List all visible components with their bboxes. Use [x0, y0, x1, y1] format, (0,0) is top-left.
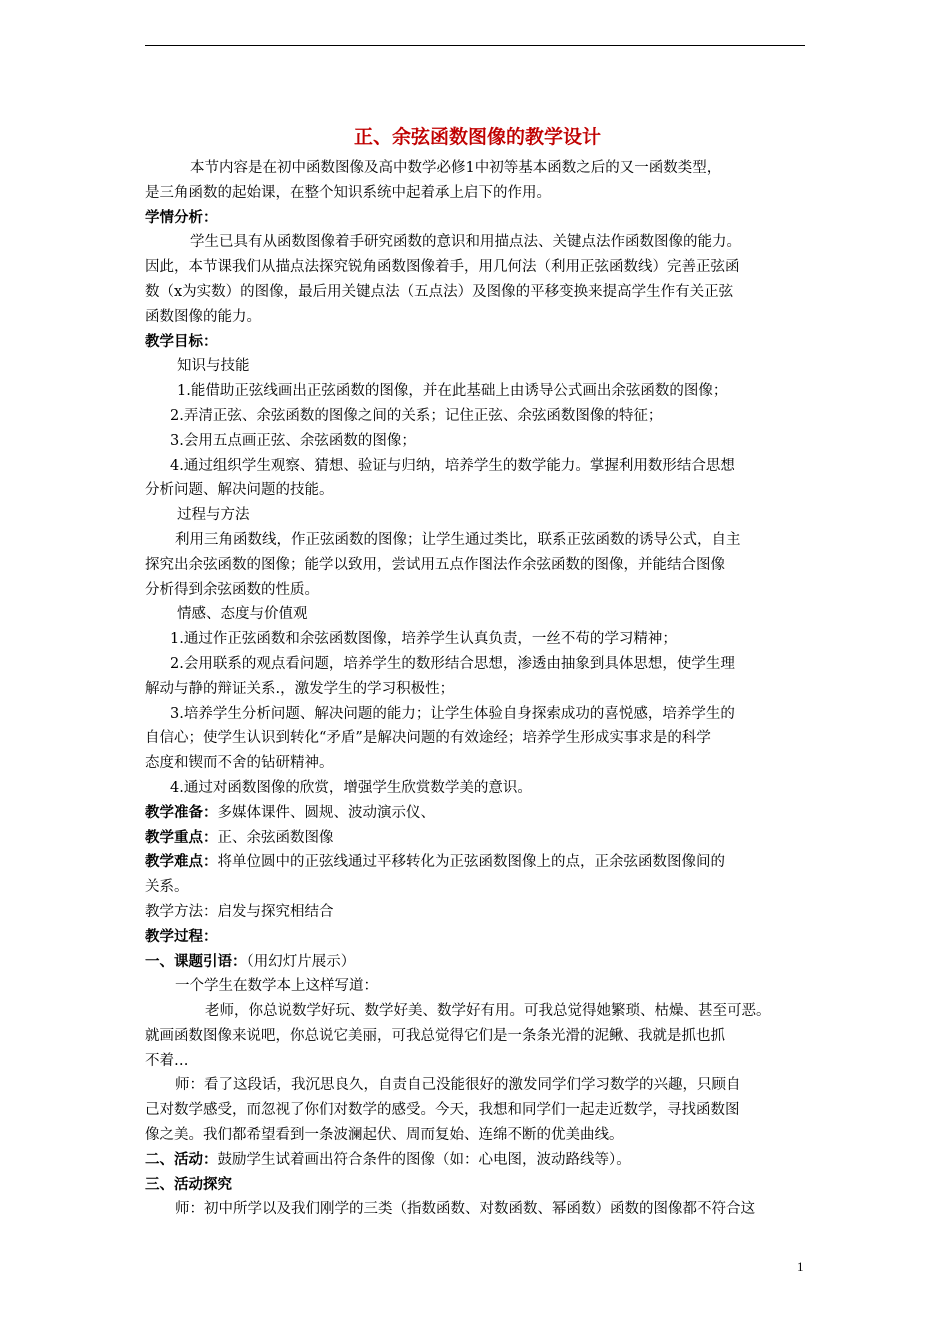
text-run: 己对数学感受，而忽视了你们对数学的感受。今天，我想和同学们一起走近数学，寻找函数图	[145, 1102, 740, 1119]
text-line	[145, 280, 810, 305]
text-line	[145, 156, 810, 181]
text-line	[145, 652, 810, 677]
text-line	[145, 776, 810, 801]
text-line	[145, 503, 810, 528]
text-line	[145, 627, 810, 652]
text-line	[145, 181, 810, 206]
text-line	[145, 478, 810, 503]
text-line	[145, 206, 810, 231]
text-line	[145, 751, 810, 776]
text-run: 正、余弦函数图像	[217, 829, 334, 846]
section-heading: 教学过程：	[145, 928, 218, 945]
header-rule	[145, 45, 805, 46]
text-line	[145, 1197, 810, 1222]
text-line	[145, 1123, 810, 1148]
text-line	[145, 1073, 810, 1098]
text-run: 自信心；使学生认识到转化“矛盾”是解决问题的有效途经；培养学生形成实事求是的科学	[145, 730, 711, 747]
section-heading: 一、课题引语：	[145, 953, 247, 970]
text-run: 多媒体课件、圆规、波动演示仪、	[217, 804, 435, 821]
text-line	[145, 999, 810, 1024]
text-line	[145, 255, 810, 280]
document-title: 正、余弦函数图像的教学设计	[353, 126, 601, 148]
text-run: 利用三角函数线，作正弦函数的图像；让学生通过类比，联系正弦函数的诱导公式，自主	[175, 531, 741, 548]
text-run: 师：初中所学以及我们刚学的三类（指数函数、对数函数、幂函数）函数的图像都不符合这	[175, 1201, 755, 1218]
text-run: 师：看了这段话，我沉思良久，自责自己没能很好的激发同学们学习数学的兴趣，只顾自	[175, 1077, 741, 1094]
text-run: 解动与静的辩证关系.，激发学生的学习积极性；	[145, 680, 455, 697]
section-heading: 教学难点：	[145, 854, 218, 871]
text-run: 老师，你总说数学好玩、数学好美、数学好有用。可我总觉得她繁琐、枯燥、甚至可恶。	[205, 1003, 771, 1020]
text-line	[145, 330, 810, 355]
text-line	[145, 528, 810, 553]
text-run: 2.会用联系的观点看问题，培养学生的数形结合思想，渗透由抽象到具体思想，使学生理	[170, 655, 735, 672]
text-run: 教学方法：启发与探究相结合	[145, 903, 334, 920]
text-run: 1.能借助正弦线画出正弦函数的图像，并在此基础上由诱导公式画出余弦函数的图像；	[177, 383, 728, 400]
text-run: 过程与方法	[177, 507, 250, 524]
text-line	[145, 900, 810, 925]
text-run: 1.通过作正弦函数和余弦函数图像，培养学生认真负责，一丝不苟的学习精神；	[170, 631, 677, 648]
text-line	[145, 1148, 810, 1173]
text-run: 2.弄清正弦、余弦函数的图像之间的关系；记住正弦、余弦函数图像的特征；	[170, 407, 663, 424]
text-run: 像之美。我们都希望看到一条波澜起伏、周而复始、连绵不断的优美曲线。	[145, 1127, 624, 1144]
page-number: 1	[797, 1259, 804, 1274]
section-heading: 教学目标：	[145, 333, 218, 350]
text-run: 就画函数图像来说吧，你总说它美丽，可我总觉得它们是一条条光滑的泥鳅、我就是抓也抓	[145, 1027, 725, 1044]
text-run: 鼓励学生试着画出符合条件的图像（如：心电图，波动路线等）。	[217, 1151, 631, 1168]
text-line	[145, 404, 810, 429]
text-run: 知识与技能	[177, 358, 250, 375]
text-line	[145, 826, 810, 851]
section-heading: 三、活动探究	[145, 1176, 232, 1193]
text-run: 情感、态度与价值观	[177, 606, 308, 623]
text-run: 3.培养学生分析问题、解决问题的能力；让学生体验自身探索成功的喜悦感，培养学生的	[170, 705, 735, 722]
text-run: 关系。	[145, 879, 189, 896]
text-run: （用幻灯片展示）	[246, 953, 356, 970]
text-line	[145, 1098, 810, 1123]
text-line	[145, 1049, 810, 1074]
section-heading: 教学准备：	[145, 804, 218, 821]
text-run: 本节内容是在初中函数图像及高中数学必修1中初等基本函数之后的又一函数类型，	[190, 160, 722, 176]
text-run: 4.通过组织学生观察、猜想、验证与归纳，培养学生的数学能力。掌握利用数形结合思想	[170, 457, 735, 474]
text-line	[145, 950, 810, 975]
text-run: 分析问题、解决问题的技能。	[145, 482, 334, 499]
text-line	[145, 354, 810, 379]
text-run: 因此，本节课我们从描点法探究锐角函数图像着手，用几何法（利用正弦函数线）完善正弦函	[145, 259, 740, 276]
text-line	[145, 925, 810, 950]
text-line	[145, 230, 810, 255]
text-line	[145, 553, 810, 578]
text-run: 一个学生在数学本上这样写道：	[175, 978, 378, 995]
text-line	[145, 726, 810, 751]
text-line	[145, 602, 810, 627]
document-lines	[145, 156, 810, 1222]
text-run: 分析得到余弦函数的性质。	[145, 581, 319, 598]
text-run: 态度和锲而不舍的钻研精神。	[145, 755, 334, 772]
text-line	[145, 875, 810, 900]
text-run: 3.会用五点画正弦、余弦函数的图像；	[170, 432, 416, 449]
text-line	[145, 429, 810, 454]
text-run: 4.通过对函数图像的欣赏，增强学生欣赏数学美的意识。	[170, 779, 532, 796]
text-line	[145, 677, 810, 702]
text-line	[145, 1173, 810, 1198]
text-run: 数（x为实数）的图像，最后用关键点法（五点法）及图像的平移变换来提高学生作有关正弦	[145, 283, 734, 300]
section-heading: 二、活动：	[145, 1151, 218, 1168]
text-run: 将单位圆中的正弦线通过平移转化为正弦函数图像上的点，正余弦函数图像间的	[217, 854, 725, 871]
text-line	[145, 702, 810, 727]
section-heading: 学情分析：	[145, 209, 218, 226]
document-body	[145, 118, 810, 1222]
text-line	[145, 1024, 810, 1049]
text-run: 函数图像的能力。	[145, 308, 261, 325]
text-run: 是三角函数的起始课，在整个知识系统中起着承上启下的作用。	[145, 184, 551, 201]
text-run: 学生已具有从函数图像着手研究函数的意识和用描点法、关键点法作函数图像的能力。	[190, 234, 741, 251]
text-line	[145, 305, 810, 330]
text-line	[145, 379, 810, 404]
text-line	[145, 801, 810, 826]
text-run: 探究出余弦函数的图像；能学以致用，尝试用五点作图法作余弦函数的图像，并能结合图像	[145, 556, 725, 573]
text-line	[145, 974, 810, 999]
text-line	[145, 578, 810, 603]
text-line	[145, 454, 810, 479]
section-heading: 教学重点：	[145, 829, 218, 846]
text-line	[145, 850, 810, 875]
text-run: 不着…	[145, 1052, 189, 1069]
